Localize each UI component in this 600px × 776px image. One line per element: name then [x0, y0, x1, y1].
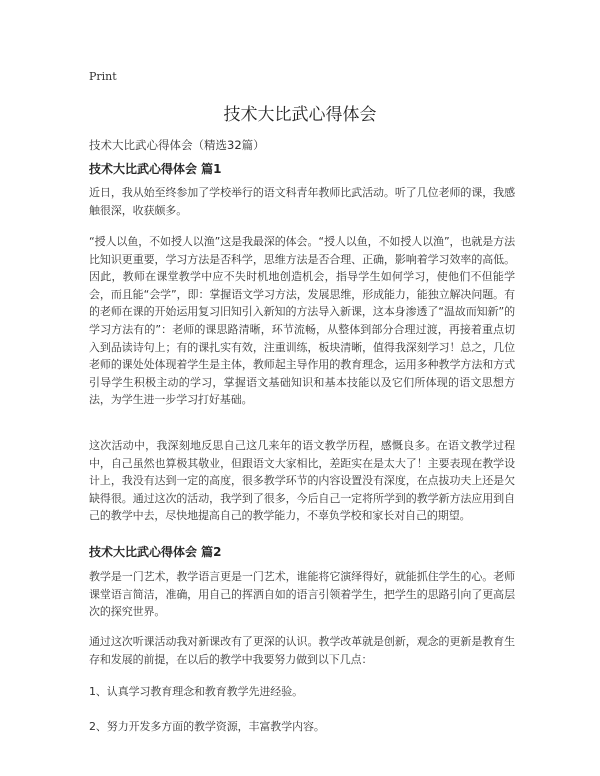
page-title: 技术大比武心得体会	[223, 105, 377, 125]
list-item: 2、努力开发多方面的教学资源，丰富教学内容。	[89, 720, 325, 733]
print-link[interactable]: Print	[89, 70, 117, 83]
subtitle: 技术大比武心得体会（精选32篇）	[89, 138, 265, 152]
paragraph: 教学是一门艺术，教学语言更是一门艺术，谁能将它演绎得好，就能抓住学生的心。老师课堂语言简洁，准确，用自己的挥洒自如的语言引领着学生，把学生的思路引向了更高层次的探究世界。	[89, 570, 515, 619]
section-heading-1: 技术大比武心得体会 篇1	[89, 162, 222, 176]
paragraph: 这次活动中，我深刻地反思自己这几来年的语文教学历程，感慨良多。在语文教学过程中，自己虽然也算极其敬业，但跟语文大家相比，差距实在是太大了！主要表现在教学设计上，我没有达到一定的高度，很多教学环节的内容设置没有深度，在点拔功夫上还是欠缺得很。通过这次的活动，我学到了很多，今后自己一定将所学到的教学新方法应用到自己的教学中去，尽快地提高自己的教学能力，不辜负学校和家长对自己的期望。	[89, 439, 515, 523]
paragraph: 近日，我从始至终参加了学校举行的语文科青年教师比武活动。听了几位老师的课，我感触很深，收获颇多。	[89, 186, 515, 217]
paragraph: 通过这次听课活动我对新课改有了更深的认识。教学改革就是创新，观念的更新是教育生存和发展的前提，在以后的教学中我要努力做到以下几点：	[89, 635, 515, 666]
list-item: 1、认真学习教育理念和教育教学先进经验。	[89, 685, 303, 698]
section-heading-2: 技术大比武心得体会 篇2	[89, 545, 222, 559]
paragraph: “授人以鱼，不如授人以渔”这是我最深的体会。“授人以鱼，不如授人以渔”，也就是方法比知识更重要，学习方法是否科学，思维方法是否合理、正确，影响着学习效率的高低。因此，教师在课堂教学中应不失时机地创造机会，指导学生如何学习，使他们不但能学会，而且能“会学”，即：掌握语文学习方法，发展思维，形成能力，能独立解决问题。有的老师在课的开始运用复习旧知引入新知的方法导入新课，这本身渗透了“温故而知新”的学习方法有的”：老师的课思路清晰，环节流畅，从整体到部分合理过渡，再接着重点切入到品读诗句上；有的课扎实有效，注重训练，板块清晰，值得我深刻学习！总之，几位老师的课处处体现着学生是主体，教师起主导作用的教育理念，运用多种教学方法和方式引导学生积极主动的学习，掌握语文基础知识和基本技能以及它们所体现的语文思想方法，为学生进一步学习打好基础。	[89, 235, 515, 407]
